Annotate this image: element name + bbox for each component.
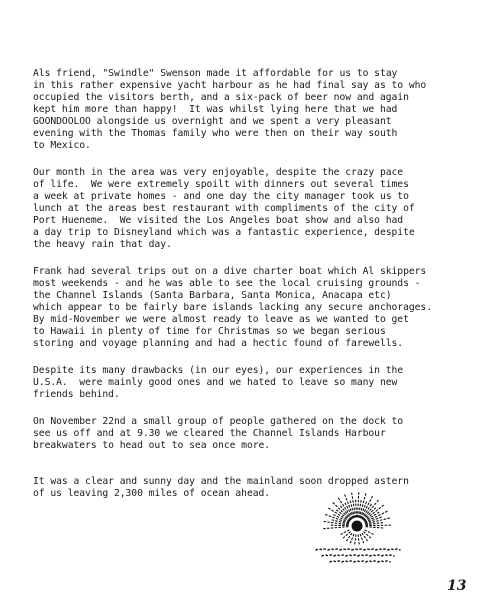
text-line: friends behind. (33, 389, 120, 400)
sun-ray (333, 502, 351, 519)
text-line: a day trip to Disneyland which was a fantastic experience, despite (33, 227, 415, 238)
sun-ray (358, 535, 359, 544)
sun-ray (366, 522, 384, 524)
text-line: the heavy rain that day. (33, 239, 172, 250)
text-line: most weekends - and he was able to see the local cruising grounds - (33, 278, 421, 289)
text-line: of us leaving 2,300 miles of ocean ahead. (33, 488, 271, 499)
setting-sun-icon (306, 490, 430, 570)
text-line: U.S.A. were mainly good ones and we hated to leave so many new (33, 377, 398, 388)
sun-ray (323, 527, 348, 529)
sun-ray (366, 527, 384, 528)
sun-ray (365, 530, 373, 534)
text-line: which appear to be fairly bare islands lacking any secure anchorages. (33, 302, 432, 313)
text-line: occupied the visitors berth, and a six-pack of beer now and again (33, 92, 409, 103)
sun-ray (328, 508, 349, 521)
text-line: Als friend, "Swindle" Swenson made it affordable for us to stay (33, 68, 398, 79)
text-line: to Mexico. (33, 140, 91, 151)
text-line: Frank had several trips out on a dive charter boat which Al skippers (33, 266, 427, 277)
sun-ray (358, 499, 361, 517)
text-line: evening with the Thomas family who were then on their way south (33, 128, 398, 139)
sun-ray (360, 534, 363, 542)
sun-ray (356, 499, 357, 517)
text-line: a week at private homes - and one day the city manager took us to (33, 191, 409, 202)
text-line: breakwaters to head out to sea once more. (33, 440, 271, 451)
text-line: On November 22nd a small group of people gathered on the dock to (33, 416, 404, 427)
text-line: to Hawaii in plenty of time for Christmas so we began serious (33, 326, 386, 337)
text-line: By mid-November we were almost ready to leave as we wanted to get (33, 314, 409, 325)
horizon-line (316, 549, 400, 550)
text-line: see us off and at 9.30 we cleared the Channel Islands Harbour (33, 428, 386, 439)
text-line: It was a clear and sunny day and the mainland soon dropped astern (33, 476, 409, 487)
text-line: of life. We were extremely spoilt with dinners out several times (33, 179, 409, 190)
text-line: kept him more than happy! It was whilst lying here that we had (33, 104, 398, 115)
sun-ray (363, 507, 376, 520)
sun-ray (351, 534, 354, 542)
text-line: Despite its many drawbacks (in our eyes), our experiences in the (33, 365, 404, 376)
sun-disc (352, 521, 363, 532)
text-line: Port Hueneme. We visited the Los Angeles boat show and also had (33, 215, 404, 226)
text-line: storing and voyage planning and had a hectic found of farewells. (33, 338, 404, 349)
text-line: lunch at the areas best restaurant with compliments of the city of (33, 203, 415, 214)
sun-ray (330, 525, 348, 526)
horizon-line (330, 561, 390, 562)
text-line: Our month in the area was very enjoyable, despite the crazy pace (33, 167, 404, 178)
text-line: GOONDOOLOO alongside us overnight and we spent a very pleasant (33, 116, 392, 127)
horizon-line (322, 555, 394, 556)
page-number: 13 (447, 578, 467, 594)
sun-ray (366, 525, 391, 526)
text-line: in this rather expensive yacht harbour as he had final say as to who (33, 80, 427, 91)
text-line: the Channel Islands (Santa Barbara, Santa Monica, Anacapa etc) (33, 290, 392, 301)
sun-ray (355, 535, 356, 544)
sun-ray (341, 530, 349, 534)
